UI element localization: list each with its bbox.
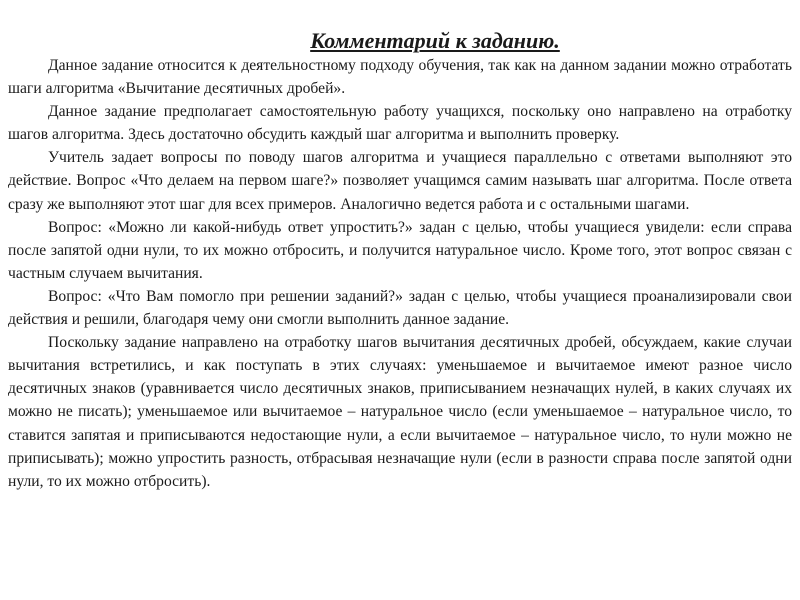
paragraph-5: Вопрос: «Что Вам помогло при решении заданий?» задан с целью, чтобы учащиеся проанализировали свои действия и решили, благодаря чему они смогли выполнить данное задание. [8,287,792,329]
paragraph-3: Учитель задает вопросы по поводу шагов алгоритма и учащиеся параллельно с ответами выполняют это действие. Вопрос «Что делаем на первом шаге?» позволяет учащимся самим называть шаг алгоритма. После ответа сразу же выполняют этот шаг для всех примеров. Аналогично ведется работа и с остальными шагами. [8,149,792,213]
paragraph-6: Поскольку задание направлено на отработку шагов вычитания десятичных дробей, обсуждаем, какие случаи вычитания встретились, и как поступать в этих случаях: уменьшаемое и вычитаемое имеют разное число десятичных знаков (уравнивается число десятичных знаков, приписыванием незначащих нулей, в каких случаях их можно не писать); уменьшаемое или вычитаемое – натуральное число (если уменьшаемое – натуральное число, то ставится запятая и приписываются недостающие нули, а если вычитаемое – натуральное число, то нули можно не приписывать); можно упростить разность, отбрасывая незначащие нули (если в разности справа после запятой одни нули, то их можно отбросить). [8,334,792,490]
page-title: Комментарий к заданию. [310,28,560,53]
paragraph-2: Данное задание предполагает самостоятельную работу учащихся, поскольку оно направлено на отработку шагов алгоритма. Здесь достаточно обсудить каждый шаг алгоритма и выполнить проверку. [8,103,792,144]
paragraph-4: Вопрос: «Можно ли какой-нибудь ответ упростить?» задан с целью, чтобы учащиеся увидели: если справа после запятой одни нули, то их можно отбросить, и получится натуральное число. Кроме того, этот вопрос связан с частным случаем вычитания. [8,218,792,282]
paragraph-1: Данное задание относится к деятельностному подходу обучения, так как на данном задании можно отработать шаги алгоритма «Вычитание десятичных дробей». [8,57,792,98]
